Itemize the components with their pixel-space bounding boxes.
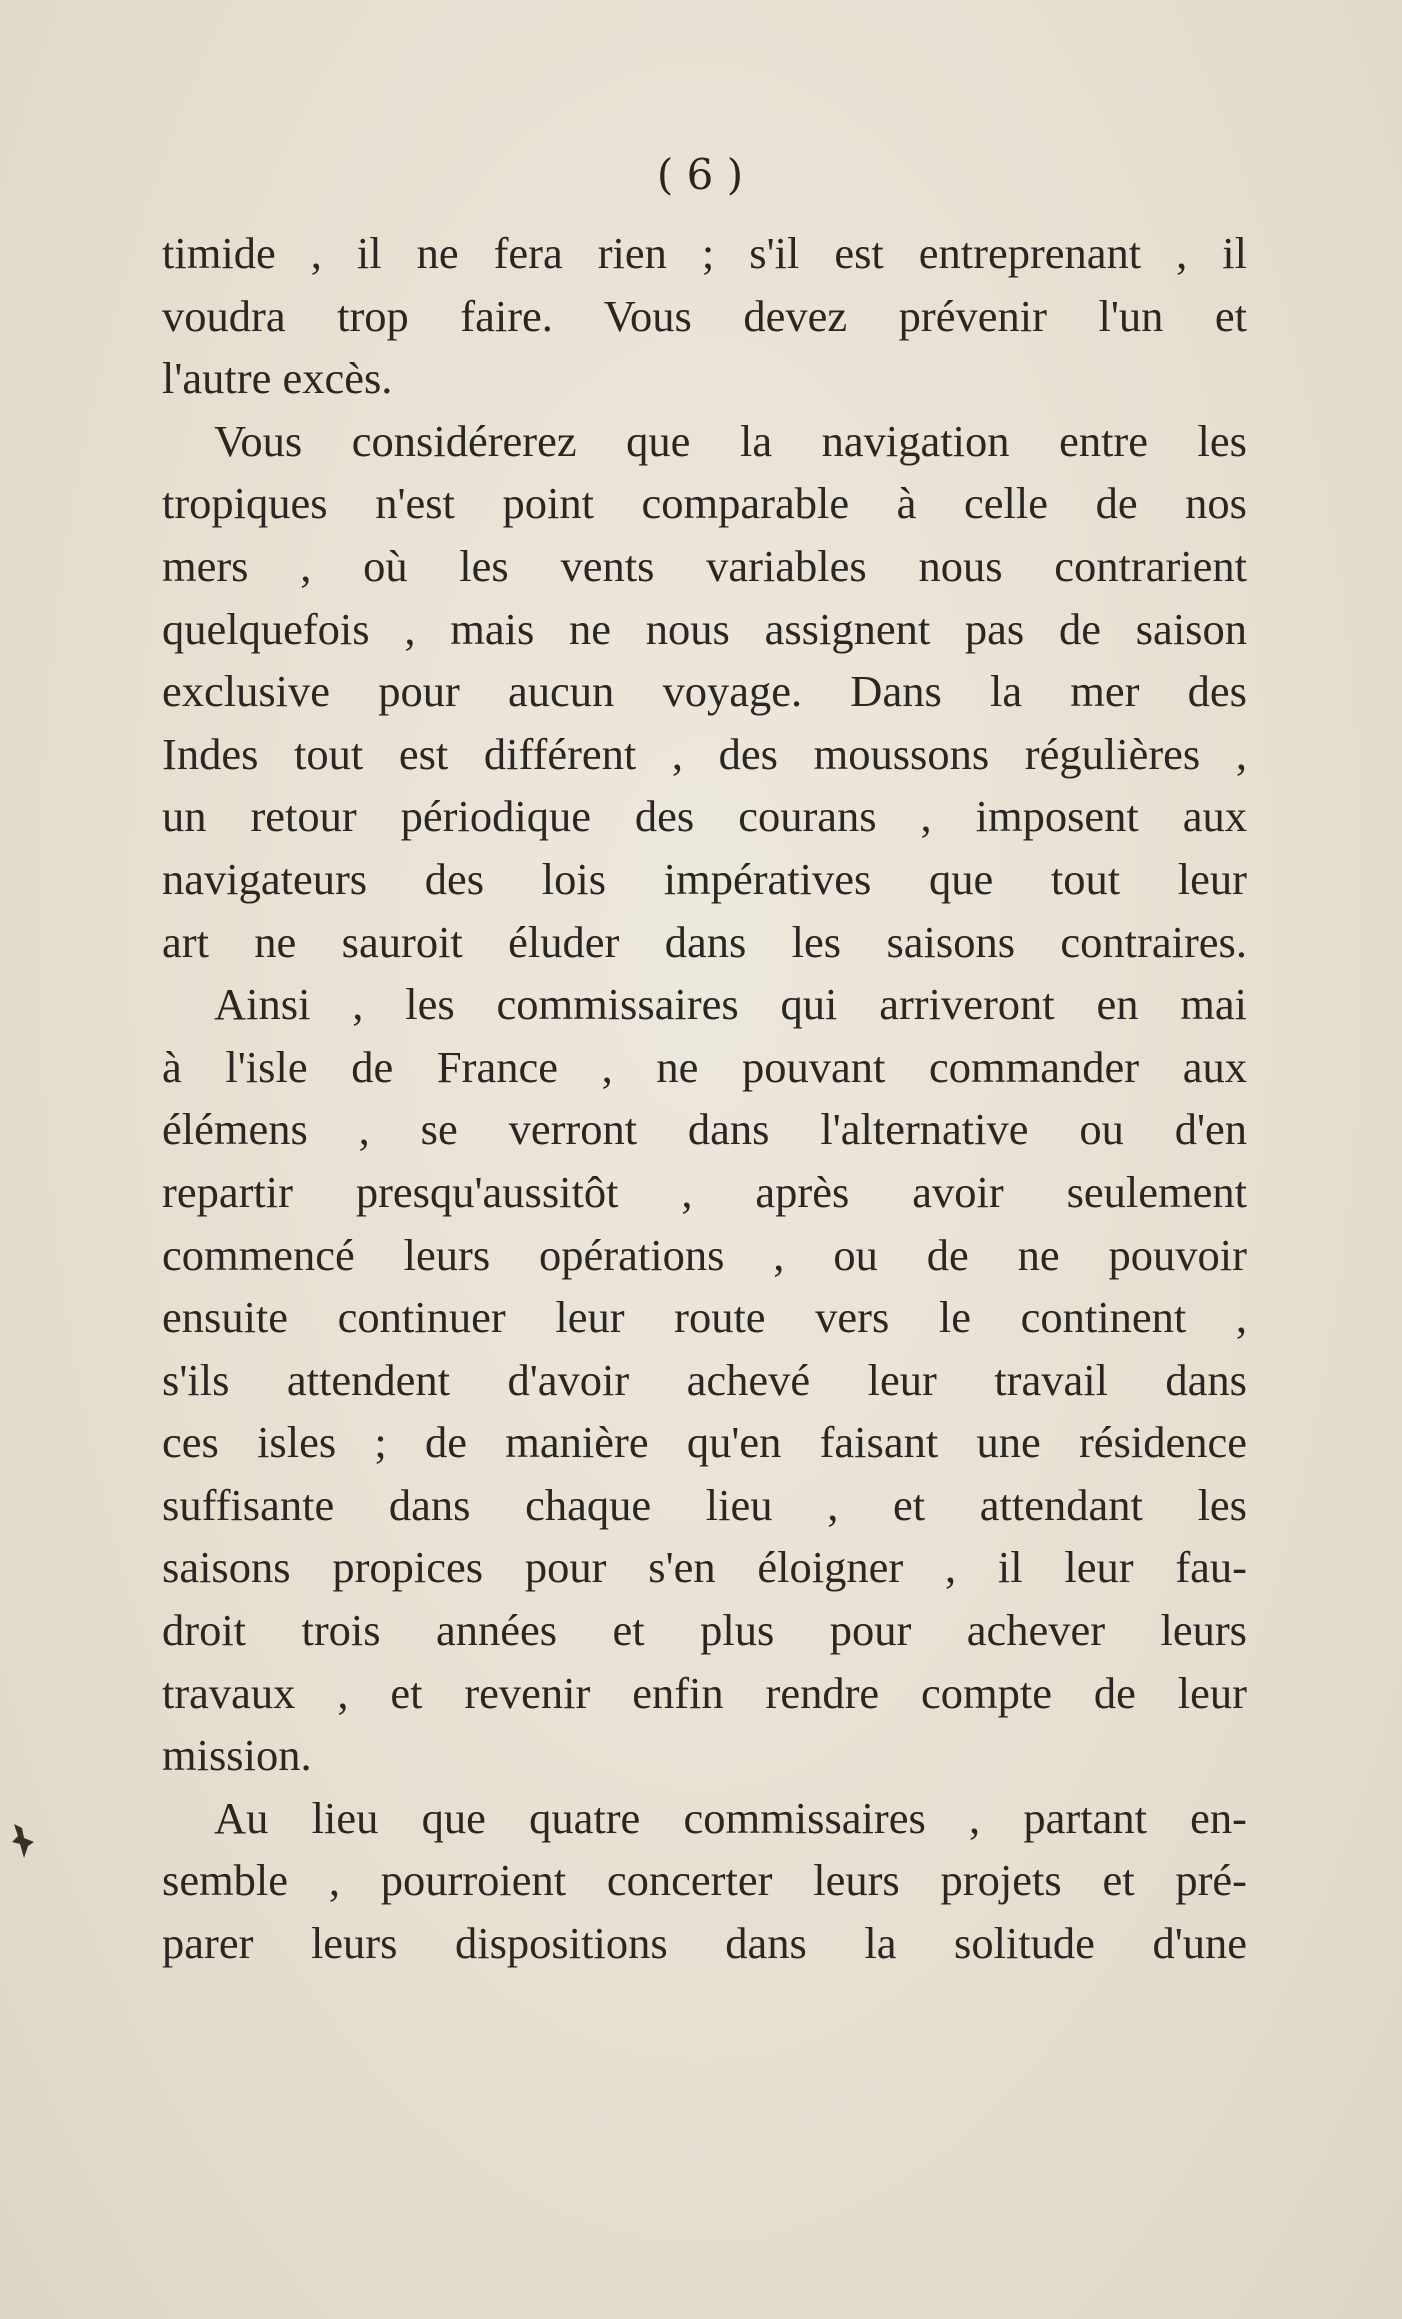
text-line: travaux , et revenir enfin rendre compte de leur [162,1667,1247,1718]
text-line: à l'isle de France , ne pouvant commander aux [162,1041,1247,1092]
text-line: Vous considérerez que la navigation entre les [214,415,1247,466]
text-line: droit trois années et plus pour achever leurs [162,1605,1247,1656]
text-line: timide , il ne fera rien ; s'il est entreprenant , il [162,228,1247,278]
text-line: ces isles ; de manière qu'en faisant une résidence [162,1417,1247,1468]
text-line: Indes tout est différent , des moussons régulières , [162,728,1247,779]
text-line: navigateurs des lois impératives que tout leur [162,853,1247,904]
text-line: parer leurs dispositions dans la solitude d'une [162,1918,1247,1969]
paragraph-4 [162,1787,1247,1975]
ink-blot-icon [8,1822,36,1862]
text-line: exclusive pour aucun voyage. Dans la mer des [162,666,1247,717]
text-line: semble , pourroient concerter leurs projets et pré- [162,1855,1247,1906]
text-line: repartir presqu'aussitôt , après avoir seulement [162,1166,1247,1217]
text-line: Ainsi , les commissaires qui arriveront en mai [214,979,1247,1030]
text-line: mission. [162,1730,312,1781]
text-line: voudra trop faire. Vous devez prévenir l'un et [162,290,1247,341]
paragraph-3 [162,973,1247,1787]
text-line: quelquefois , mais ne nous assignent pas de saison [162,603,1247,654]
text-line: un retour périodique des courans , imposent aux [162,791,1247,842]
paragraph-1 [162,222,1247,410]
text-line: s'ils attendent d'avoir achevé leur travail dans [162,1354,1247,1405]
paragraph-2 [162,410,1247,973]
text-line: ensuite continuer leur route vers le continent , [162,1292,1247,1343]
text-line: suffisante dans chaque lieu , et attendant les [162,1479,1247,1530]
text-line: art ne sauroit éluder dans les saisons contraires. [162,916,1247,967]
text-line: l'autre excès. [162,353,393,404]
text-line: saisons propices pour s'en éloigner , il leur fau- [162,1542,1247,1593]
body-text [162,222,1247,1975]
text-line: Au lieu que quatre commissaires , partant en- [214,1792,1247,1843]
text-line: mers , où les vents variables nous contrarient [162,540,1247,591]
text-line: commencé leurs opérations , ou de ne pouvoir [162,1229,1247,1280]
text-line: tropiques n'est point comparable à celle de nos [162,478,1247,529]
page-number: ( 6 ) [656,150,744,199]
text-line: élémens , se verront dans l'alternative ou d'en [162,1104,1247,1155]
